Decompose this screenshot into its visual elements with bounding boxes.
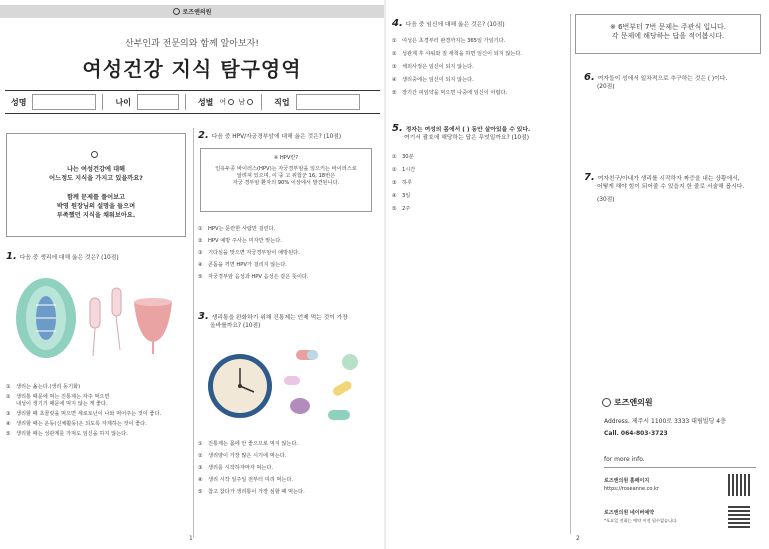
answer-option[interactable]: ① 생리는 옮는다.(생리 동기화) — [6, 384, 81, 390]
gender-female-label: 여 — [219, 98, 227, 106]
question-7-points: (30점) — [597, 197, 615, 203]
answer-option-continued: 내성이 생기기 때문에 먹지 않는 게 좋다. — [16, 401, 108, 408]
pill-icon — [342, 354, 358, 370]
question-5-options — [392, 154, 415, 213]
question-7 — [584, 171, 740, 185]
gender-male-label: 남 — [238, 98, 246, 106]
name-field[interactable] — [32, 94, 96, 110]
question-text: 다음 중 HPV/자궁경부암에 대해 옳은 것은? (10점) — [211, 134, 342, 140]
answer-option[interactable]: ② 생리양이 가장 많은 시기에 먹는다. — [198, 453, 287, 460]
answer-option[interactable]: ③ 기다심을 맞으면 자궁경부암이 예방된다. — [198, 250, 300, 257]
question-number: 1. — [6, 251, 17, 262]
question-text: 다음 중 생리에 대해 옳은 것은? (10점) — [19, 255, 119, 261]
answer-option[interactable]: ⑤ 생리할 때는 성관계를 가져도 임신을 하지 않는다. — [6, 431, 128, 438]
question-3 — [198, 310, 348, 324]
naver-booking-label: 로즈앤의원 네이버예약 — [604, 510, 655, 516]
question-number: 2. — [198, 130, 209, 141]
answer-option[interactable]: ④ 생리중에는 임신이 되지 않는다. — [392, 77, 474, 84]
clock-icon — [208, 354, 272, 418]
homepage-url[interactable]: https://roseanne.co.kr — [604, 486, 659, 492]
intro-line: 어느정도 지식을 가지고 있을까요? — [49, 174, 143, 182]
sanitary-pad-icon — [16, 278, 76, 358]
subjective-notice-box — [575, 14, 761, 54]
clock-and-pills-illustration — [200, 340, 378, 432]
answer-option[interactable]: ⑤ 2주 — [392, 206, 411, 213]
question-5-text-line-2: 여기서 괄호에 해당하는 답은 무엇일까요? (10점) — [404, 135, 529, 141]
naver-booking-qr-code-icon[interactable] — [728, 506, 750, 528]
intro-box — [6, 133, 186, 237]
tampon-icon — [90, 298, 100, 356]
question-6-points: (20점) — [597, 84, 615, 90]
menstrual-cup-icon — [134, 298, 172, 354]
tampon-icon — [112, 288, 121, 350]
pill-icon — [331, 380, 353, 398]
clinic-logo-text: 로즈앤의원 — [182, 9, 212, 16]
clinic-name: 로즈앤의원 — [614, 398, 653, 407]
question-3-text-line-2: 올바를까요? (10점) — [210, 323, 261, 329]
gender-label: 성별 — [197, 97, 214, 107]
page-2 — [386, 0, 769, 549]
question-text: 정자는 여성의 몸에서 ( ) 동안 살아있을 수 있다. — [405, 127, 531, 133]
answer-option[interactable]: ③ 생리를 시작하자마자 먹는다. — [198, 465, 274, 472]
question-number: 3. — [198, 311, 209, 322]
answer-option[interactable]: ① 진통제는 몸에 안 좋으므로 먹지 않는다. — [198, 441, 299, 447]
question-7-answer-area[interactable] — [596, 212, 756, 372]
question-text: 다음 중 임신에 대해 옳은 것은? (10점) — [405, 22, 505, 28]
name-label: 성명 — [11, 97, 27, 107]
notice-line: 각 문제에 해당하는 답을 적어봅시다. — [611, 32, 725, 41]
pill-icon — [296, 350, 318, 360]
page-number: 1 — [189, 535, 193, 542]
question-text: 생리통을 완화하기 위해 진통제는 언제 먹는 것이 가장 — [211, 315, 348, 321]
page-subtitle: 산부인과 전문의와 함께 알아보자! — [125, 39, 259, 49]
answer-option[interactable]: ② 1시간 — [392, 167, 416, 174]
question-7-text-line-2: 어떻게 해야 힘이 되어줄 수 있을지 한 줄로 서술해 봅시다. — [597, 184, 745, 190]
answer-option[interactable]: ③ 하루 — [392, 180, 413, 187]
question-text: 여자들이 성에서 일차적으로 추구하는 것은 ( )이다. — [597, 76, 728, 82]
answer-option[interactable]: ① 30분 — [392, 154, 414, 160]
menstrual-products-illustration — [8, 270, 184, 366]
answer-option[interactable]: ④ 3일 — [392, 193, 411, 200]
question-number: 4. — [392, 18, 403, 29]
answer-option[interactable]: ⑤ 장기간 피임약을 먹으면 나중에 임신이 어렵다. — [392, 90, 508, 97]
answer-option[interactable]: ② HPV 예방 주사는 미자만 맞는다. — [198, 238, 282, 245]
question-4-options — [392, 38, 522, 97]
job-label: 직업 — [274, 97, 290, 107]
answer-option[interactable]: ① HPV는 문란한 사람만 걸린다. — [198, 226, 276, 232]
page-1 — [0, 0, 384, 549]
answer-option[interactable]: ② 성관계 후 샤워와 질 세척을 하면 임신이 되지 않는다. — [392, 51, 523, 58]
hpv-info-box — [200, 148, 372, 212]
gender-options — [219, 97, 255, 107]
intro-line: 함께 문제를 풀어보고 — [66, 193, 126, 201]
question-6-answer-area[interactable] — [596, 98, 756, 158]
question-1 — [6, 250, 119, 264]
question-text: 여자친구/아내가 생리를 시작하자 짜증을 내는 상황에서, — [597, 176, 740, 182]
pill-icon — [284, 376, 300, 385]
header-logo-bar — [0, 5, 384, 18]
intro-line: 박영 원장님의 설명을 들으며 — [56, 202, 136, 210]
intro-line: 나는 여성건강에 대해 — [66, 166, 126, 173]
question-number: 6. — [584, 72, 595, 83]
question-3-options — [198, 441, 305, 496]
gender-female-radio[interactable] — [228, 99, 234, 105]
question-6 — [584, 71, 727, 85]
answer-option[interactable]: ④ 생리 시작 일주일 전부터 미리 먹는다. — [198, 477, 294, 484]
clinic-logo-icon — [602, 398, 611, 407]
hpv-box-line: 인유두종 바이러스(HPV)는 자궁경부암을 일으키는 바이러스로 — [215, 166, 357, 173]
page-title: 여성건강 지식 탐구영역 — [82, 57, 302, 81]
answer-option[interactable]: ⑤ 자궁경부암 음성과 HPV 음성은 같은 뜻이다. — [198, 274, 309, 281]
question-5 — [392, 122, 530, 136]
clinic-logo — [602, 397, 653, 408]
hpv-box-title: ※ HPV란? — [273, 155, 299, 161]
age-label: 나이 — [115, 97, 131, 107]
respondent-info-row — [5, 90, 380, 114]
answer-option[interactable]: ① 여성은 초경부터 완경까지는 365일 가임기다. — [392, 38, 506, 44]
clinic-address: Address. 제주시 1100로 3333 대림빌딩 4층 — [604, 418, 726, 425]
answer-option[interactable]: ③ 생리할 때 초콜릿을 먹으면 세로토닌이 나와 먹어주는 것이 좋다. — [6, 411, 162, 418]
homepage-qr-code-icon[interactable] — [728, 474, 750, 496]
naver-booking-note: *포요일 전화는 예약 이전 될수없습니다. — [604, 518, 678, 523]
answer-option[interactable]: ⑤ 참고 참다가 생리통이 가장 심할 때 먹는다. — [198, 489, 305, 496]
gender-male-radio[interactable] — [247, 99, 253, 105]
question-1-options — [6, 384, 161, 438]
answer-option[interactable]: ③ 체외사정은 임신이 되지 않는다. — [392, 64, 474, 71]
intro-logo-icon — [91, 151, 98, 158]
question-2 — [198, 129, 341, 143]
notice-line: ※ 6번부터 7번 문제는 주관식 입니다. — [609, 23, 727, 31]
pill-icon — [290, 398, 310, 414]
answer-option[interactable]: ④ 생리할 때는 운동(신체활동)은 되도록 자제하는 것이 좋다. — [6, 421, 147, 428]
homepage-label: 로즈앤의원 홈페이지 — [604, 478, 650, 484]
answer-option[interactable]: ④ 콘돔을 끼면 HPV가 걸리지 않는다. — [198, 262, 287, 269]
page-number: 2 — [576, 535, 580, 542]
more-info-label: for more info. — [604, 456, 645, 463]
job-field[interactable] — [296, 94, 360, 110]
question-4 — [392, 17, 505, 31]
age-field[interactable] — [137, 94, 179, 110]
clinic-phone: Call. 064-803-3723 — [604, 430, 668, 437]
question-2-options — [198, 226, 309, 281]
hpv-box-line: 알려져 있으며, 이 중 고 위험군 16, 18번은 — [236, 173, 336, 180]
question-number: 7. — [584, 172, 595, 183]
question-number: 5. — [392, 123, 403, 134]
intro-line: 부족했던 지식을 채워보아요. — [56, 211, 136, 219]
hpv-box-line: 자궁 경부암 환자의 90% 이상에서 발견된니다. — [232, 180, 340, 187]
clinic-logo-icon — [173, 8, 180, 15]
answer-option[interactable]: ② 생리통 때문에 먹는 진통제는 자주 먹으면 — [6, 394, 110, 401]
pill-icon — [328, 410, 350, 420]
